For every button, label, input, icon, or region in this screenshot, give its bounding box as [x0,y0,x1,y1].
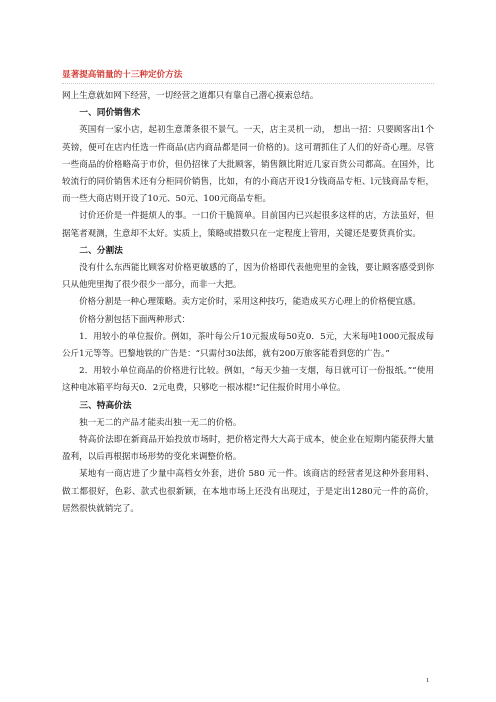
page-number: 1 [426,677,430,684]
section-heading-3: 三、特高价法 [79,400,132,411]
section-1-paragraph-1: 英国有一家小店，起初生意萧条很不景气。一天，店主灵机一动， 想出一招：只要顾客出1个英镑，便可在店内任选一件商品(店内商品都是同一价格的)。这可谓抓住了人们的好奇心理。尽管一些商品的价格略高于市价，但仍招徕了大批顾客，销售额比附近几家百货公司都高。在国外，比较流行的同价销售术还有分柜同价销售，比如，有的小商店开设1分钱商品专柜、l元钱商品专柜，而一些大商店则开设了10元、50元、100元商品专柜。 [62,125,434,205]
section-3-paragraph-1: 独一无二的产品才能卖出独一无二的价格。 [79,417,242,428]
document-body [62,88,434,518]
section-2-paragraph-2: 价格分割是一种心理策略。卖方定价时，采用这种技巧，能造成买方心理上的价格便宜感。 [79,297,421,308]
section-heading-2: 二、分割法 [79,245,123,256]
section-3-paragraph-2: 特高价法即在新商品开始投放市场时，把价格定得大大高于成本，使企业在短期内能获得大量盈利，以后再根据市场形势的变化来调整价格。 [62,435,434,463]
section-2-paragraph-3: 价格分割包括下面两种形式： [79,314,191,325]
section-2-paragraph-4: 1．用较小的单位报价。例如，茶叶每公斤10元报成每50克0．5元，大米每吨1000元报成每公斤1元等等。巴黎地铁的广告是：“只需付30法郎，就有200万旅客能看到您的广告。” [62,331,434,360]
section-3-paragraph-3: 某地有一商店进了少量中高档女外套，进价 580 元一件。该商店的经营者见这种外套用料、做工都很好，色彩、款式也很新颖，在本地市场上还没有出现过，于是定出1280元一件的高价，居然很快就销完了。 [62,469,434,514]
section-2-paragraph-1: 没有什么东西能比顾客对价格更敏感的了，因为价格即代表他兜里的金钱，要让顾客感受到你只从他兜里掏了很少很少一部分，而非一大把。 [62,263,434,291]
title-divider [62,83,434,84]
intro-paragraph: 网上生意就如网下经营，一切经营之道都只有靠自己潜心摸索总结。 [62,91,319,101]
document-title: 显著提高销量的十三种定价方法 [62,70,183,80]
section-2-paragraph-5: 2．用较小单位商品的价格进行比较。例如，“每天少抽一支烟，每日就可订一份报纸。”“使用这种电冰箱平均每天0．2元电费，只够吃一根冰棍!”记住报价时用小单位。 [62,366,434,394]
section-heading-1: 一、同价销售术 [79,108,141,119]
section-1-paragraph-2: 讨价还价是一件挺烦人的事。一口价干脆简单。目前国内已兴起很多这样的店，方法虽好，但据笔者观测，生意却不太好。实质上，策略或措数只在一定程度上管用，关键还是要货真价实。 [62,211,434,239]
